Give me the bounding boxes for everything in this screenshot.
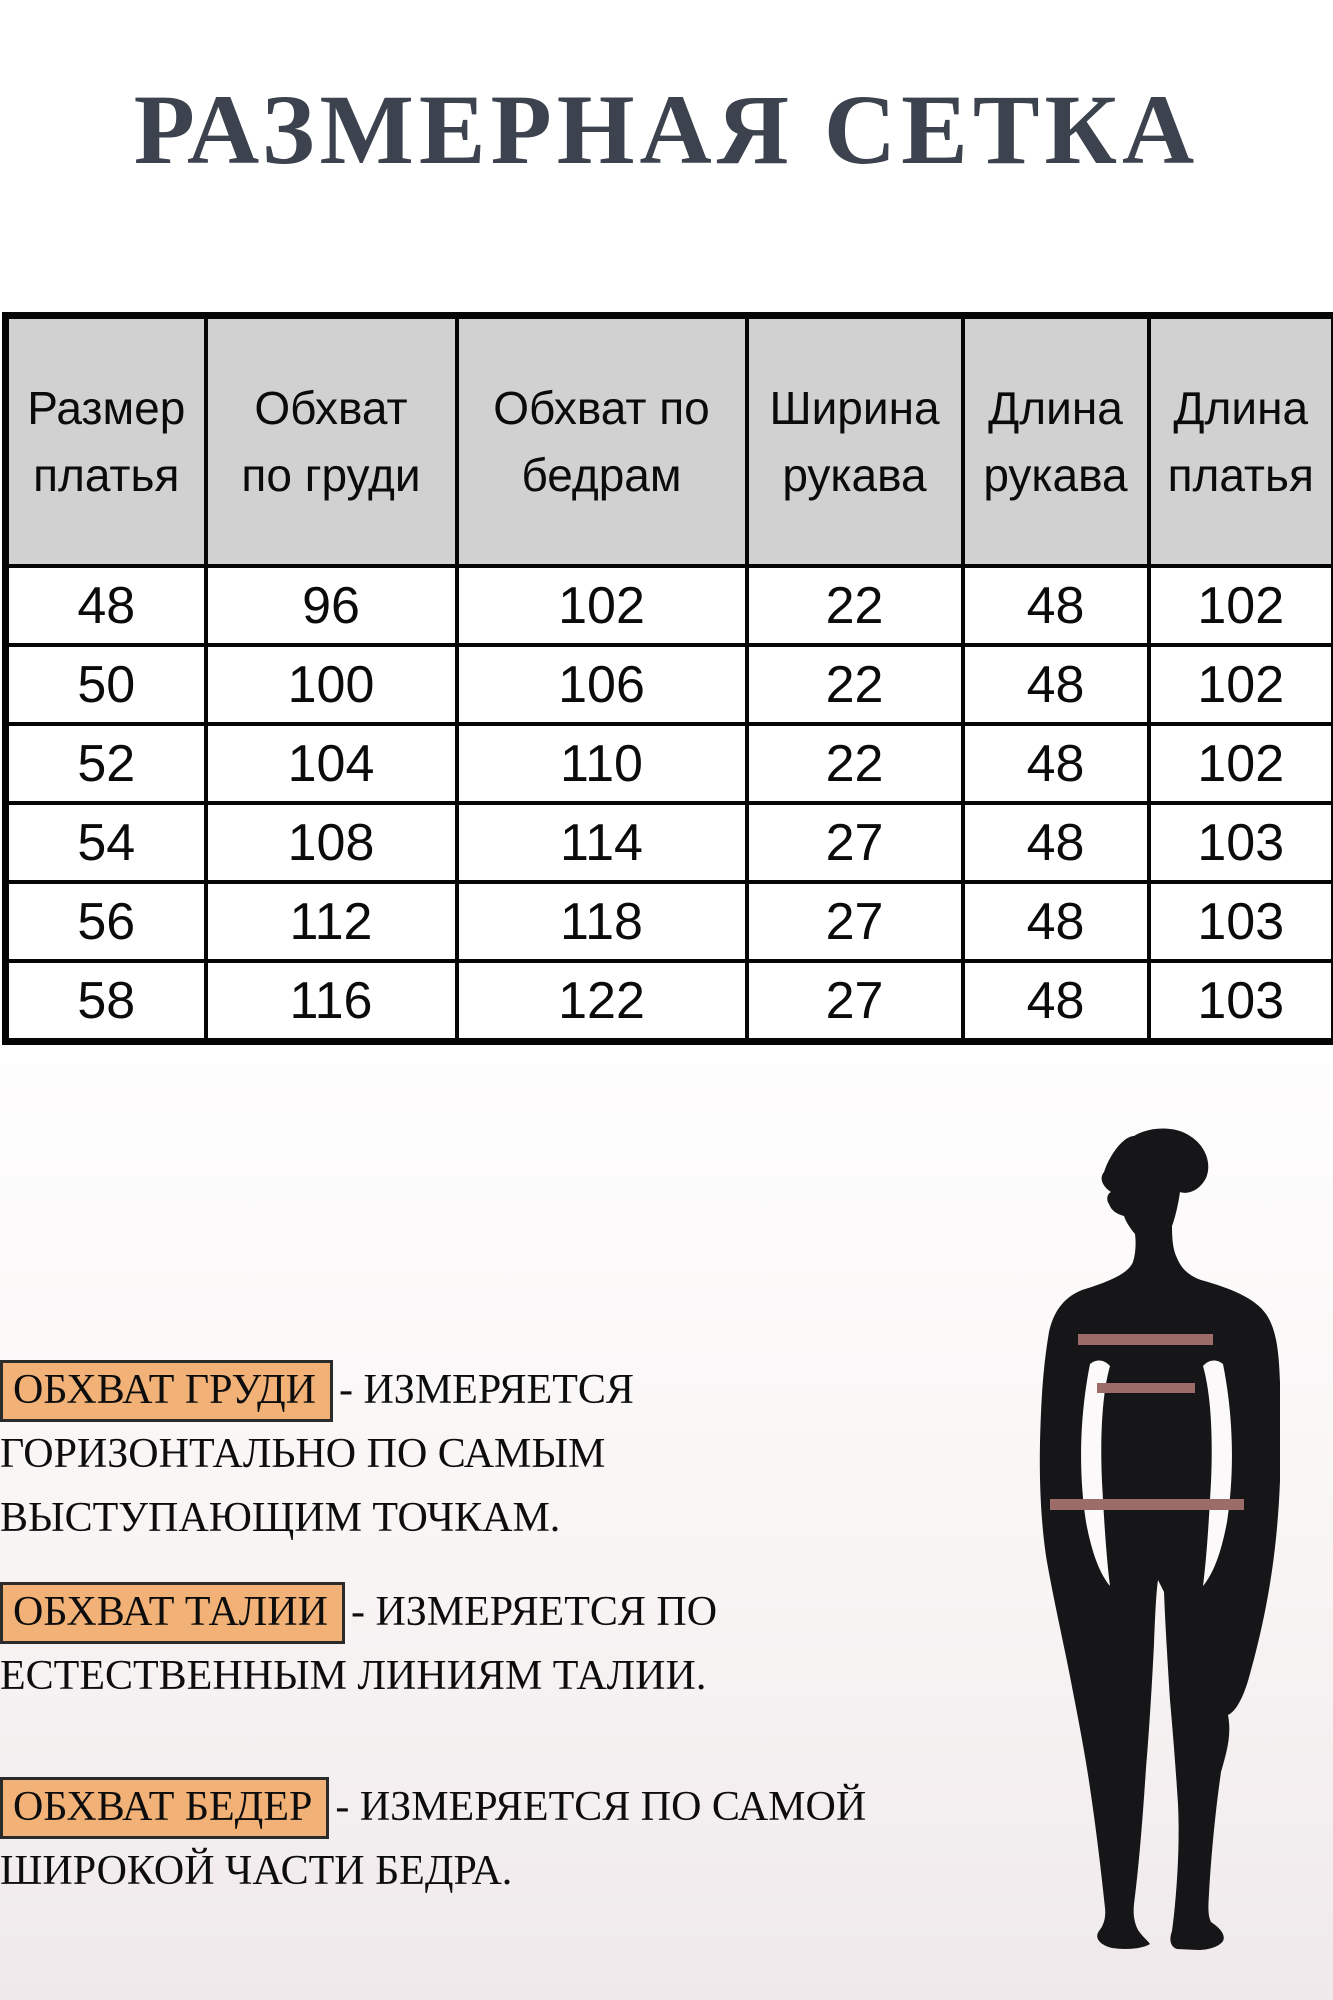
bust-line — [1078, 1334, 1213, 1345]
cell-hips: 110 — [457, 724, 747, 803]
cell-bust: 104 — [206, 724, 457, 803]
waist-label-highlight: ОБХВАТ ТАЛИИ — [0, 1582, 345, 1644]
cell-size: 54 — [6, 803, 206, 882]
cell-sleeve-length: 48 — [963, 724, 1149, 803]
table-header-row — [6, 316, 1333, 567]
cell-dress-length: 103 — [1149, 803, 1333, 882]
woman-back-silhouette-icon — [1030, 1122, 1280, 1957]
page-title: РАЗМЕРНАЯ СЕТКА — [133, 74, 1200, 185]
waist-line — [1097, 1383, 1195, 1393]
bust-measurement-note — [0, 1358, 700, 1550]
header-cell-size: Размер платья — [6, 316, 206, 567]
cell-sleeve-length: 48 — [963, 882, 1149, 961]
cell-hips: 102 — [457, 566, 747, 645]
cell-sleeve-length: 48 — [963, 961, 1149, 1042]
hips-measurement-note — [0, 1775, 1010, 1903]
cell-sleeve-width: 27 — [747, 961, 963, 1042]
table-row — [6, 566, 1333, 645]
header-cell-hips: Обхват по бедрам — [457, 316, 747, 567]
cell-sleeve-width: 27 — [747, 803, 963, 882]
cell-bust: 112 — [206, 882, 457, 961]
cell-bust: 116 — [206, 961, 457, 1042]
size-table — [2, 312, 1333, 1045]
cell-dress-length: 103 — [1149, 882, 1333, 961]
cell-sleeve-width: 22 — [747, 645, 963, 724]
cell-dress-length: 102 — [1149, 566, 1333, 645]
cell-hips: 122 — [457, 961, 747, 1042]
hips-label-highlight: ОБХВАТ БЕДЕР — [0, 1777, 329, 1839]
table-row — [6, 961, 1333, 1042]
cell-sleeve-width: 22 — [747, 566, 963, 645]
table-row — [6, 645, 1333, 724]
table-row — [6, 882, 1333, 961]
cell-sleeve-length: 48 — [963, 566, 1149, 645]
cell-size: 56 — [6, 882, 206, 961]
cell-bust: 108 — [206, 803, 457, 882]
cell-size: 50 — [6, 645, 206, 724]
cell-dress-length: 102 — [1149, 645, 1333, 724]
hips-note-text: - ИЗМЕРЯЕТСЯ ПО САМОЙ ШИРОКОЙ ЧАСТИ БЕДРА. — [0, 1784, 867, 1894]
header-cell-bust: Обхват по груди — [206, 316, 457, 567]
cell-sleeve-length: 48 — [963, 803, 1149, 882]
cell-sleeve-width: 27 — [747, 882, 963, 961]
hip-line — [1050, 1499, 1244, 1510]
cell-hips: 106 — [457, 645, 747, 724]
cell-hips: 118 — [457, 882, 747, 961]
cell-hips: 114 — [457, 803, 747, 882]
cell-bust: 96 — [206, 566, 457, 645]
bust-note-text: - ИЗМЕРЯЕТСЯ ГОРИЗОНТАЛЬНО ПО САМЫМ ВЫСТУПАЮЩИМ ТОЧКАМ. — [0, 1367, 634, 1541]
waist-note-text: - ИЗМЕРЯЕТСЯ ПО ЕСТЕСТВЕННЫМ ЛИНИЯМ ТАЛИИ. — [0, 1589, 718, 1699]
header-cell-sleeve-length: Длина рукава — [963, 316, 1149, 567]
cell-size: 48 — [6, 566, 206, 645]
table-row — [6, 724, 1333, 803]
cell-size: 52 — [6, 724, 206, 803]
header-cell-sleeve-width: Ширина рукава — [747, 316, 963, 567]
waist-measurement-note — [0, 1580, 820, 1708]
table-row — [6, 803, 1333, 882]
cell-dress-length: 102 — [1149, 724, 1333, 803]
cell-sleeve-width: 22 — [747, 724, 963, 803]
cell-bust: 100 — [206, 645, 457, 724]
cell-sleeve-length: 48 — [963, 645, 1149, 724]
measurement-guide-section — [0, 1065, 1333, 2000]
cell-dress-length: 103 — [1149, 961, 1333, 1042]
cell-size: 58 — [6, 961, 206, 1042]
header-cell-dress-length: Длина платья — [1149, 316, 1333, 567]
bust-label-highlight: ОБХВАТ ГРУДИ — [0, 1360, 333, 1422]
